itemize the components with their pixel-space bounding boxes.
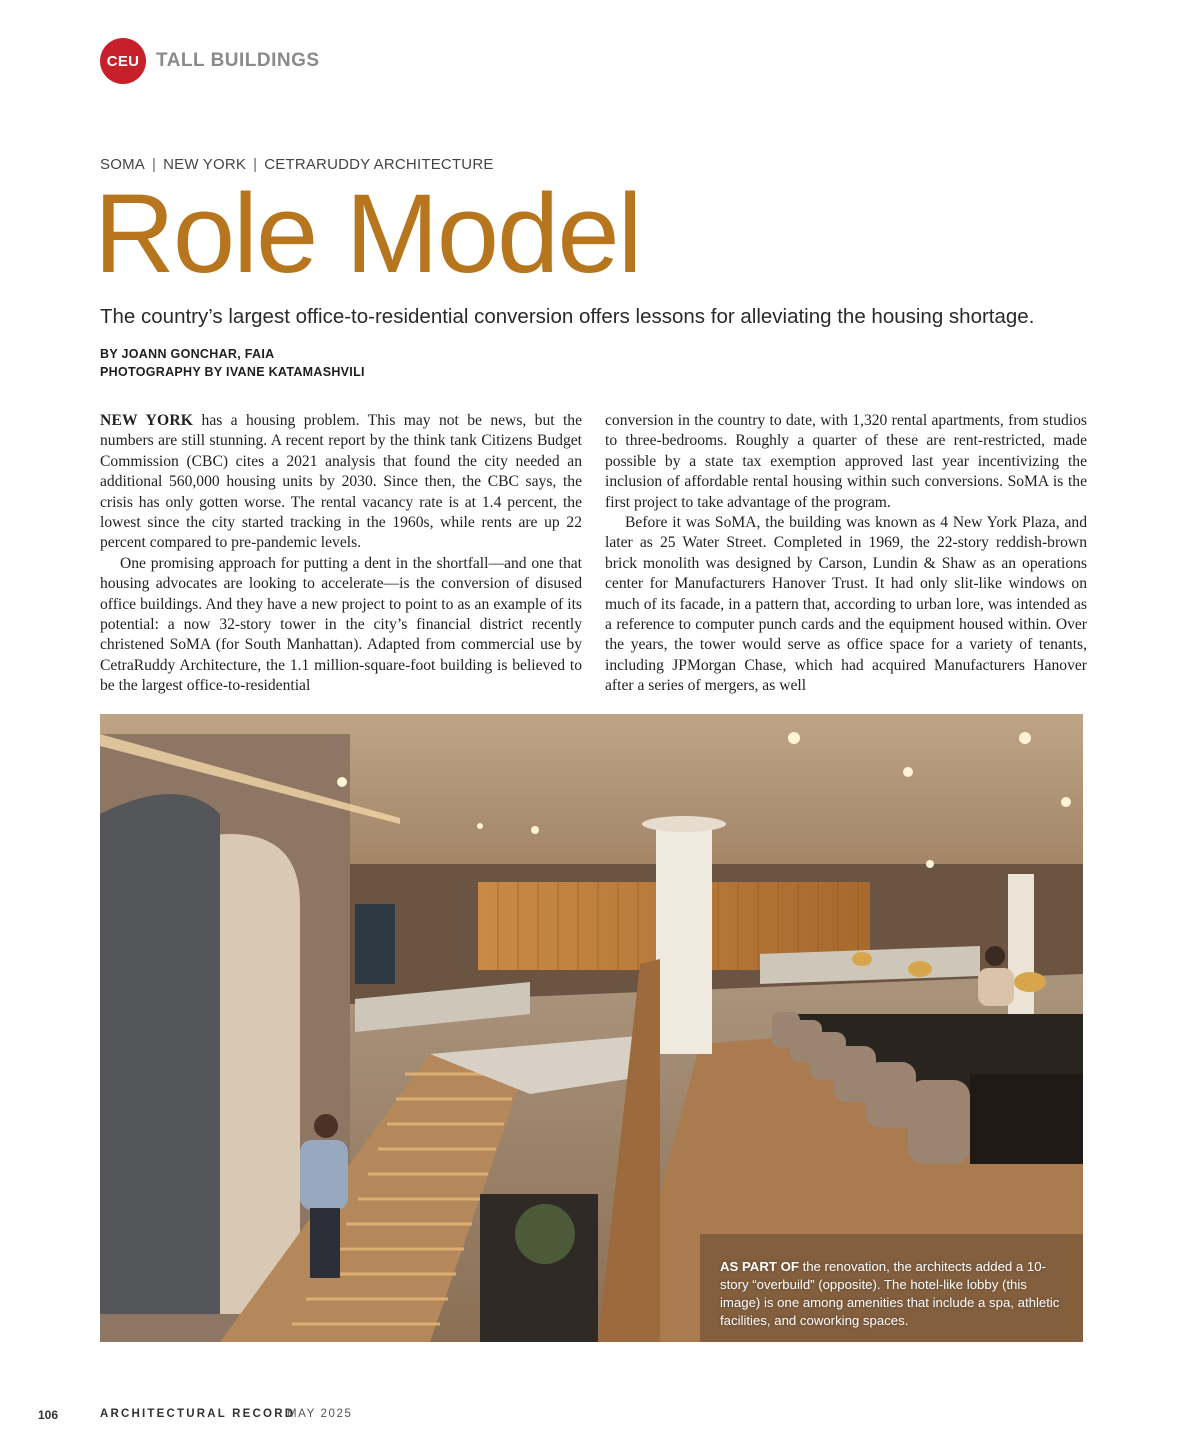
- credits: [100, 345, 365, 381]
- page-number: 106: [38, 1408, 59, 1422]
- photo-caption: [720, 1258, 1070, 1330]
- kicker-architect: CETRARUDDY ARCHITECTURE: [264, 156, 494, 173]
- kicker-separator: |: [151, 156, 157, 173]
- ceu-badge: CEU: [100, 38, 146, 84]
- kicker-location: NEW YORK: [163, 156, 247, 173]
- article-paragraph: Before it was SoMA, the building was known as 4 New York Plaza, and later as 25 Water Street. Completed in 1969, the 22-story reddish-brown brick monolith was designed by Carson, Lundin & Shaw as an operations center for Manufacturers Hanover Trust. It had only slit-like windows on much of its facade, in a pattern that, according to urban lore, was intended as a reference to computer punch cards and the equipment housed within. Over the years, the tower would serve as office space for a variety of tenants, including JPMorgan Chase, which had acquired Manufacturers Hanover after a series of mergers, as well: [605, 514, 1087, 695]
- article-column-1: [100, 411, 582, 697]
- paragraph-text: has a housing problem. This may not be news, but the numbers are still stunning. A recent report by the think tank Citizens Budget Commission (CBC) cites a 2021 analysis that found the city needed an additional 560,000 housing units by 2030. Since then, the CBC says, the crisis has only gotten worse. The rental vacancy rate is at 1.4 percent, the lowest since the city started tracking in the 1960s, while rents are up 22 percent compared to pre-pandemic levels.: [100, 412, 582, 552]
- kicker-project: SOMA: [100, 156, 145, 173]
- lobby-photo-illustration: [100, 714, 1083, 1342]
- caption-lead-in: AS PART OF: [720, 1259, 799, 1274]
- byline: BY JOANN GONCHAR, FAIA: [100, 347, 275, 361]
- issue-date: MAY 2025: [287, 1408, 353, 1420]
- photo-credit: PHOTOGRAPHY BY IVANE KATAMASHVILI: [100, 365, 365, 379]
- magazine-name: ARCHITECTURAL RECORD: [100, 1408, 296, 1420]
- kicker-separator: |: [253, 156, 258, 173]
- page-footer: [0, 1408, 1200, 1428]
- caption-text: the renovation, the architects added a 10-story “overbuild” (opposite). The hotel-like lobby (this image) is one among amenities that include a spa, athletic facilities, and coworking spaces.: [720, 1259, 1060, 1328]
- lead-in: NEW YORK: [100, 412, 194, 429]
- article-column-2: [605, 411, 1087, 697]
- article-paragraph: One promising approach for putting a dent in the shortfall—and one that housing advocates are looking to accelerate—is the conversion of disused office buildings. And they have a new project to point to as an example of its potential: a now 32-story tower in the city’s financial district recently christened SoMA (for South Manhattan). Adapted from commercial use by CetraRuddy Architecture, the 1.1 million-square-foot building is believed to be the largest office-to-residential: [100, 554, 582, 695]
- headline: Role Model: [94, 171, 641, 296]
- article-paragraph: conversion in the country to date, with 1,320 rental apartments, from studios to three-bedrooms. Roughly a quarter of these are rent-restricted, made possible by a state tax exemption approved last year incentivizing the inclusion of affordable rental housing within such conversions. SoMA is the first project to take advantage of the program.: [605, 412, 1087, 511]
- dek: The country’s largest office-to-residential conversion offers lessons for alleviating the housing shortage.: [100, 305, 1035, 328]
- article-paragraph: [100, 411, 582, 554]
- section-label: TALL BUILDINGS: [156, 50, 320, 71]
- lobby-photo: [100, 714, 1083, 1342]
